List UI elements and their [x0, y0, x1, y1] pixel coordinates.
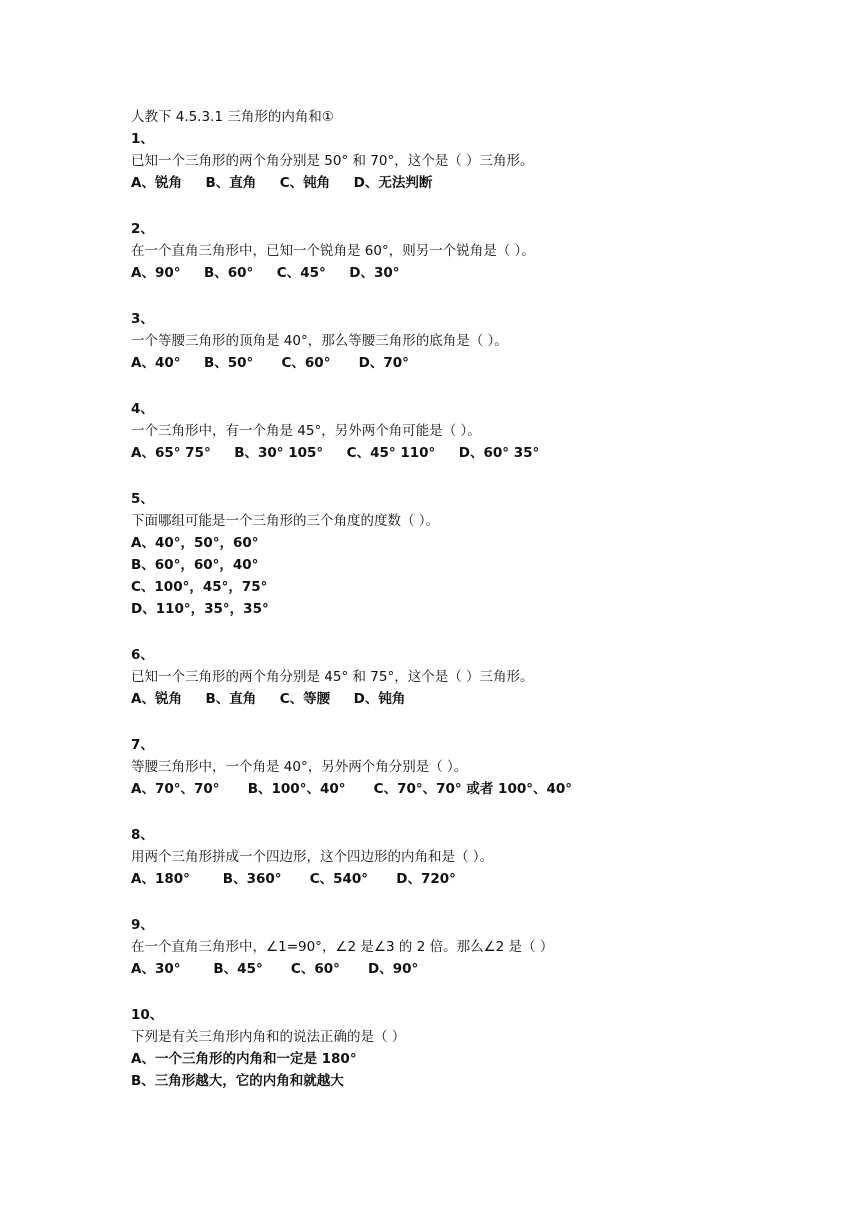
option-b: B、60°，60°，40° [131, 557, 259, 573]
question-stem: 用两个三角形拼成一个四边形，这个四边形的内角和是（ ）。 [131, 849, 494, 865]
question-3 [131, 308, 811, 374]
question-stem: 下面哪组可能是一个三角形的三个角度的度数（ ）。 [131, 513, 440, 529]
question-number: 10、 [131, 1007, 164, 1023]
option-b: B、三角形越大，它的内角和就越大 [131, 1073, 344, 1089]
question-number: 2、 [131, 221, 154, 237]
question-2 [131, 218, 811, 284]
question-options: A、锐角 B、直角 C、钝角 D、无法判断 [131, 175, 433, 191]
question-stem: 已知一个三角形的两个角分别是 45° 和 75°，这个是（ ）三角形。 [131, 669, 534, 685]
question-options: A、30° B、45° C、60° D、90° [131, 961, 419, 977]
spacer [131, 710, 811, 734]
question-number: 4、 [131, 401, 154, 417]
question-9 [131, 914, 811, 980]
spacer [131, 464, 811, 488]
option-a: A、一个三角形的内角和一定是 180° [131, 1051, 357, 1067]
question-4 [131, 398, 811, 464]
question-1 [131, 128, 811, 194]
spacer [131, 890, 811, 914]
question-options: A、70°、70° B、100°、40° C、70°、70° 或者 100°、40° [131, 781, 573, 797]
page-title: 人教下 4.5.3.1 三角形的内角和① [131, 109, 334, 125]
question-options: A、65° 75° B、30° 105° C、45° 110° D、60° 35° [131, 445, 540, 461]
question-stem: 一个三角形中，有一个角是 45°，另外两个角可能是（ ）。 [131, 423, 481, 439]
question-number: 9、 [131, 917, 154, 933]
question-options: A、180° B、360° C、540° D、720° [131, 871, 456, 887]
question-number: 5、 [131, 491, 154, 507]
question-8 [131, 824, 811, 890]
option-a: A、40°，50°，60° [131, 535, 259, 551]
question-stem: 一个等腰三角形的顶角是 40°，那么等腰三角形的底角是（ ）。 [131, 333, 508, 349]
question-number: 1、 [131, 131, 154, 147]
question-stem: 在一个直角三角形中，已知一个锐角是 60°，则另一个锐角是（ ）。 [131, 243, 535, 259]
spacer [131, 194, 811, 218]
spacer [131, 284, 811, 308]
spacer [131, 800, 811, 824]
question-number: 8、 [131, 827, 154, 843]
question-number: 6、 [131, 647, 154, 663]
spacer [131, 620, 811, 644]
spacer [131, 980, 811, 1004]
question-stem: 等腰三角形中，一个角是 40°，另外两个角分别是（ ）。 [131, 759, 468, 775]
spacer [131, 374, 811, 398]
question-5 [131, 488, 811, 620]
question-number: 7、 [131, 737, 154, 753]
question-stem: 下列是有关三角形内角和的说法正确的是（ ） [131, 1029, 406, 1045]
option-d: D、110°，35°，35° [131, 601, 269, 617]
question-stem: 在一个直角三角形中，∠1=90°，∠2 是∠3 的 2 倍。那么∠2 是（ ） [131, 939, 554, 955]
question-stem: 已知一个三角形的两个角分别是 50° 和 70°，这个是（ ）三角形。 [131, 153, 534, 169]
question-number: 3、 [131, 311, 154, 327]
worksheet-page [131, 106, 811, 1092]
question-10 [131, 1004, 811, 1092]
question-7 [131, 734, 811, 800]
question-6 [131, 644, 811, 710]
option-c: C、100°，45°，75° [131, 579, 268, 595]
question-options: A、90° B、60° C、45° D、30° [131, 265, 400, 281]
question-options: A、40° B、50° C、60° D、70° [131, 355, 409, 371]
question-options: A、锐角 B、直角 C、等腰 D、钝角 [131, 691, 406, 707]
